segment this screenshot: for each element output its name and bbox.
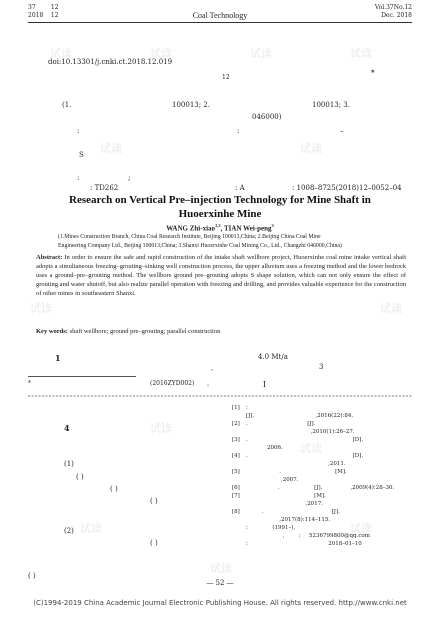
header-date-left: 2018 12 [28, 12, 59, 19]
reference-line [232, 500, 414, 508]
reference-text: . [J]. [246, 509, 340, 515]
item-2: (2) [64, 527, 74, 535]
footnote-rule [28, 376, 136, 377]
item-1-paren-b: ( ) [110, 485, 118, 493]
reference-line [232, 492, 414, 500]
references-list [232, 404, 414, 548]
watermark-text: 试读 [150, 422, 172, 435]
cn-s-mark: S [79, 151, 84, 159]
reference-number: [6] [232, 485, 240, 491]
reference-number: [3] [232, 437, 240, 443]
fund-star: * [28, 380, 31, 387]
keywords-label: Key words: [36, 328, 68, 335]
cn-keywords-colon: : [77, 174, 80, 182]
affil-cn-4: 046000) [252, 113, 282, 121]
reference-text: . [D]. [246, 437, 364, 443]
watermark-text: 试读 [250, 47, 272, 60]
authors: WANG Zhi-xiao$^{1,2}$, TIAN Wei-peng$^3$ [166, 223, 274, 233]
section-1-heading: 1 [55, 353, 61, 363]
affiliations [58, 233, 398, 250]
watermark-text: 试读 [30, 302, 52, 315]
watermark-text: 试读 [350, 47, 372, 60]
reference-number: [2] [232, 421, 240, 427]
copyright-footer: (C)1994-2019 China Academic Journal Electronic Publishing House. All rights reserved. http://www.cnki.net [33, 599, 407, 607]
item-2-paren: ( ) [150, 539, 158, 547]
column-separator-rule [28, 395, 412, 398]
watermark-text: 试读 [150, 47, 172, 60]
separator-svg [28, 395, 412, 398]
comma-fragment: , [211, 364, 214, 372]
header-vol-right: Vol.37No.12 [374, 4, 412, 11]
keywords-text: shaft wellbore; ground pre–grouting; parallel construction [69, 328, 221, 335]
header-rule [28, 22, 412, 23]
watermark-text: 试读 [50, 47, 72, 60]
affiliation-line-1: (1.Mines Construction Branch, China Coal Research Institute, Beijing 100013,China; 2.Beijing China Coal Mine [58, 234, 321, 240]
watermark-text: 试读 [300, 442, 322, 455]
reference-text: ,2017(8):114–115. [246, 517, 331, 523]
reference-line [232, 412, 414, 420]
keywords [36, 327, 406, 336]
title-star: * [371, 68, 375, 77]
reference-text: : 2018–01–10 [246, 541, 362, 547]
capacity-value: 4.0 Mt/a [258, 353, 288, 361]
reference-line [232, 516, 414, 524]
doi: doi:10.13301/j.cnki.ct.2018.12.019 [48, 58, 173, 66]
item-1-paren: ( ) [76, 473, 84, 481]
reference-text: 2006. [246, 445, 283, 451]
watermark-text: 试读 [350, 522, 372, 535]
fund-colon: : [207, 382, 210, 389]
reference-line [232, 420, 414, 428]
affil-cn-1: (1. [62, 101, 72, 109]
title-mark: 12 [222, 74, 230, 81]
header-date-right: Dec. 2018 [381, 12, 412, 19]
reference-line [232, 484, 414, 492]
reference-text: ,2017. [246, 501, 323, 507]
cn-dash: – [340, 127, 344, 135]
reference-line [232, 524, 414, 532]
reference-line [232, 444, 414, 452]
item-2-paren-b: ( ) [28, 572, 36, 580]
watermark-text: 试读 [210, 562, 232, 575]
affil-cn-2: 100013; 2. [172, 101, 210, 109]
section-4-heading: 4 [64, 423, 70, 433]
item-1-paren-c: ( ) [150, 497, 158, 505]
cn-abstract-colon-2: : [237, 127, 240, 135]
reference-text: : (1991–), [246, 525, 296, 531]
reference-line [232, 436, 414, 444]
reference-text: ,2011. [246, 461, 346, 467]
reference-text: ,2010(1):26–27. [246, 429, 355, 435]
reference-line [232, 540, 414, 548]
reference-line [232, 532, 414, 540]
reference-text: . [J]. ,2009(4):28–30. [246, 485, 395, 491]
reference-text: [J]. ,2016(22):84. [246, 413, 354, 419]
reference-line [232, 452, 414, 460]
fund-number: (2016ZYD002) [150, 380, 195, 387]
reference-text: , : 5236799800@qq.com [246, 533, 370, 539]
abstract [36, 253, 406, 298]
reference-line [232, 476, 414, 484]
title-line-1: Research on Vertical Pre–injection Technology for Mine Shaft in [69, 194, 371, 206]
item-1: (1) [64, 460, 74, 468]
number-three: 3 [319, 363, 324, 371]
reference-text: [M]. [246, 493, 326, 499]
watermark-text: 试读 [100, 142, 122, 155]
header-vol-left: 37 12 [28, 4, 59, 11]
reference-number: [4] [232, 453, 240, 459]
reference-text: . [J]. [246, 421, 316, 427]
journal-name: Coal Technology [192, 11, 248, 20]
reference-line [232, 468, 414, 476]
reference-number: [8] [232, 509, 240, 515]
watermark-text: 试读 [80, 522, 102, 535]
reference-line [232, 460, 414, 468]
reference-text: . [M]. [246, 469, 347, 475]
watermark-text: 试读 [380, 302, 402, 315]
reference-text: : [246, 405, 248, 411]
reference-line [232, 508, 414, 516]
reference-line [232, 404, 414, 412]
abstract-label: Abstract: [36, 254, 63, 261]
page-number: — 52 — [206, 579, 234, 587]
reference-number: [5] [232, 469, 240, 475]
reference-text: ,2007. [246, 477, 299, 483]
article-id: : 1008–8725(2018)12–0052–04 [292, 184, 402, 192]
affiliation-line-2: Engineering Company Ltd., Beijing 100013,China; 3.Shanxi Huoerxinhe Coal Mining Co., Ltd., Changzhi 046000,China) [58, 242, 342, 249]
clc-number: : TD262 [90, 184, 119, 192]
reference-number: [7] [232, 493, 240, 499]
document-code: : A [235, 184, 245, 192]
reference-line [232, 428, 414, 436]
cn-keywords-semi: ; [128, 174, 131, 182]
reference-number: [1] [232, 405, 240, 411]
abstract-text: In order to ensure the safe and rapid construction of the intake shaft wellbore project, Huoerxinhe coal mine intake vertical shaft adopts a simultaneous freezing–grouting–sinking well construction process, the upper alluvium uses a freezing method and the lower bedrock uses a ground–pre–grouting method. The wellbore ground pre–grouting adopts S shape solution, which can not only ensure the effect of grouting and water shutoff, but also realize parallel operation with freezing and drilling, and provides valuable experience for the construction of other mines in southeastern Shanxi. [36, 254, 406, 297]
watermark-text: 试读 [300, 142, 322, 155]
roman-one: I [263, 380, 267, 389]
affil-cn-3: 100013; 3. [312, 101, 350, 109]
reference-text: . [D]. [246, 453, 364, 459]
cn-abstract-colon: : [77, 127, 80, 135]
english-title [20, 193, 420, 221]
title-line-2: Huoerxinhe Mine [178, 208, 262, 220]
